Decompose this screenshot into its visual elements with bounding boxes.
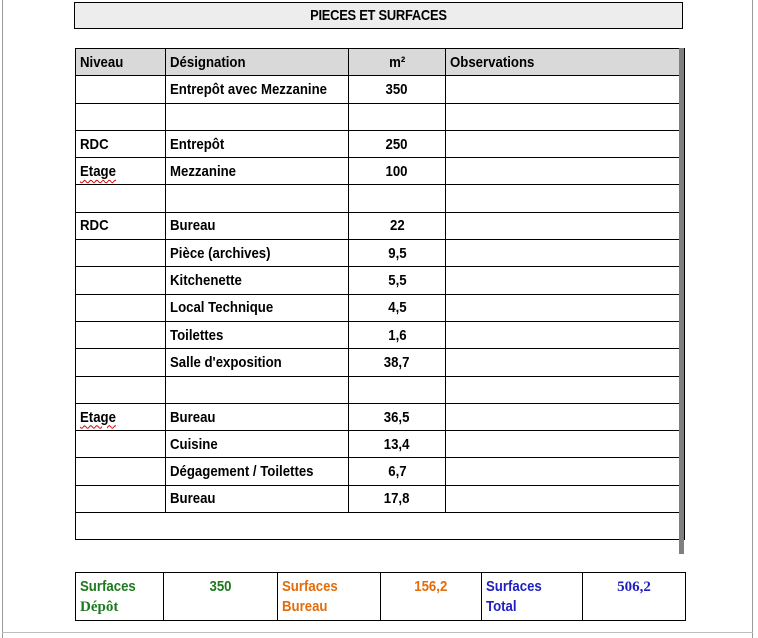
cell-designation: Dégagement / Toilettes xyxy=(166,458,349,485)
cell-designation: Entrepôt avec Mezzanine xyxy=(166,76,349,103)
cell-observations xyxy=(446,76,685,103)
header-designation: Désignation xyxy=(166,49,349,76)
page-border-bottom xyxy=(2,632,753,633)
cell-m2 xyxy=(349,185,446,212)
cell-designation: Cuisine xyxy=(166,431,349,458)
cell-niveau xyxy=(76,294,166,321)
total-label-line2: Total xyxy=(486,598,517,615)
cell-niveau xyxy=(76,485,166,512)
cell-designation: Toilettes xyxy=(166,321,349,348)
cell-observations xyxy=(446,240,685,267)
table-row xyxy=(76,458,685,485)
cell-m2 xyxy=(349,376,446,403)
summary-table xyxy=(75,572,686,621)
cell-designation xyxy=(166,376,349,403)
cell-niveau xyxy=(76,349,166,376)
cell-observations xyxy=(446,185,685,212)
cell-observations xyxy=(446,267,685,294)
cell-m2: 22 xyxy=(349,212,446,239)
table-row xyxy=(76,349,685,376)
cell-m2: 13,4 xyxy=(349,431,446,458)
cell-m2: 350 xyxy=(349,76,446,103)
page-title xyxy=(74,2,683,29)
cell-m2: 17,8 xyxy=(349,485,446,512)
cell-niveau: RDC xyxy=(76,130,166,157)
cell-observations xyxy=(446,212,685,239)
cell-observations xyxy=(446,103,685,130)
cell-observations xyxy=(446,294,685,321)
table-footer-cell xyxy=(76,513,685,540)
cell-observations xyxy=(446,431,685,458)
table-row xyxy=(76,240,685,267)
page-border-right xyxy=(752,0,753,638)
cell-niveau xyxy=(76,321,166,348)
page-border-left xyxy=(2,0,3,638)
cell-observations xyxy=(446,403,685,430)
cell-m2: 5,5 xyxy=(349,267,446,294)
cell-m2: 9,5 xyxy=(349,240,446,267)
table-row xyxy=(76,321,685,348)
table-row xyxy=(76,376,685,403)
bureau-label-line2: Bureau xyxy=(282,598,328,615)
cell-niveau xyxy=(76,103,166,130)
cell-observations xyxy=(446,376,685,403)
cell-designation: Mezzanine xyxy=(166,158,349,185)
cell-designation xyxy=(166,103,349,130)
cell-observations xyxy=(446,349,685,376)
cell-designation: Bureau xyxy=(166,403,349,430)
table-row xyxy=(76,103,685,130)
cell-designation: Local Technique xyxy=(166,294,349,321)
surfaces-depot-value: 350 xyxy=(164,573,278,621)
cell-designation: Salle d'exposition xyxy=(166,349,349,376)
table-row xyxy=(76,130,685,157)
cell-m2: 38,7 xyxy=(349,349,446,376)
cell-m2: 4,5 xyxy=(349,294,446,321)
table-footer-row xyxy=(76,513,685,540)
cell-niveau: Etage xyxy=(76,403,166,430)
surfaces-total-value: 506,2 xyxy=(583,573,686,621)
cell-observations xyxy=(446,158,685,185)
cell-designation: Kitchenette xyxy=(166,267,349,294)
surfaces-bureau-value: 156,2 xyxy=(381,573,482,621)
surfaces-table xyxy=(75,48,685,540)
surfaces-total-label xyxy=(482,573,583,621)
cell-niveau xyxy=(76,431,166,458)
cell-niveau xyxy=(76,376,166,403)
cell-m2: 1,6 xyxy=(349,321,446,348)
cell-observations xyxy=(446,458,685,485)
table-row xyxy=(76,431,685,458)
cell-observations xyxy=(446,321,685,348)
cell-m2: 36,5 xyxy=(349,403,446,430)
header-niveau: Niveau xyxy=(76,49,166,76)
cell-observations xyxy=(446,130,685,157)
depot-label-line2: Dépôt xyxy=(80,599,119,615)
table-body xyxy=(76,76,685,513)
total-label-line1: Surfaces xyxy=(486,578,542,595)
surfaces-depot-label xyxy=(76,573,164,621)
cell-designation: Bureau xyxy=(166,212,349,239)
table-row xyxy=(76,212,685,239)
page-title-text: PIECES ET SURFACES xyxy=(310,7,447,24)
header-observations: Observations xyxy=(446,49,685,76)
cell-designation: Bureau xyxy=(166,485,349,512)
header-m2: m² xyxy=(349,49,446,76)
table-row xyxy=(76,267,685,294)
table-row xyxy=(76,76,685,103)
cell-m2: 250 xyxy=(349,130,446,157)
table-row xyxy=(76,403,685,430)
table-shadow xyxy=(679,48,684,554)
summary-row xyxy=(76,573,686,621)
table-row xyxy=(76,485,685,512)
cell-niveau xyxy=(76,185,166,212)
cell-niveau xyxy=(76,240,166,267)
cell-niveau xyxy=(76,267,166,294)
cell-niveau xyxy=(76,76,166,103)
cell-niveau: RDC xyxy=(76,212,166,239)
cell-designation xyxy=(166,185,349,212)
depot-label-line1: Surfaces xyxy=(80,578,136,595)
cell-designation: Entrepôt xyxy=(166,130,349,157)
cell-m2: 6,7 xyxy=(349,458,446,485)
cell-m2 xyxy=(349,103,446,130)
cell-observations xyxy=(446,485,685,512)
table-header-row xyxy=(76,49,685,76)
table-row xyxy=(76,185,685,212)
table-row xyxy=(76,158,685,185)
cell-niveau: Etage xyxy=(76,158,166,185)
cell-designation: Pièce (archives) xyxy=(166,240,349,267)
cell-m2: 100 xyxy=(349,158,446,185)
bureau-label-line1: Surfaces xyxy=(282,578,338,595)
table-row xyxy=(76,294,685,321)
surfaces-bureau-label xyxy=(278,573,381,621)
cell-niveau xyxy=(76,458,166,485)
